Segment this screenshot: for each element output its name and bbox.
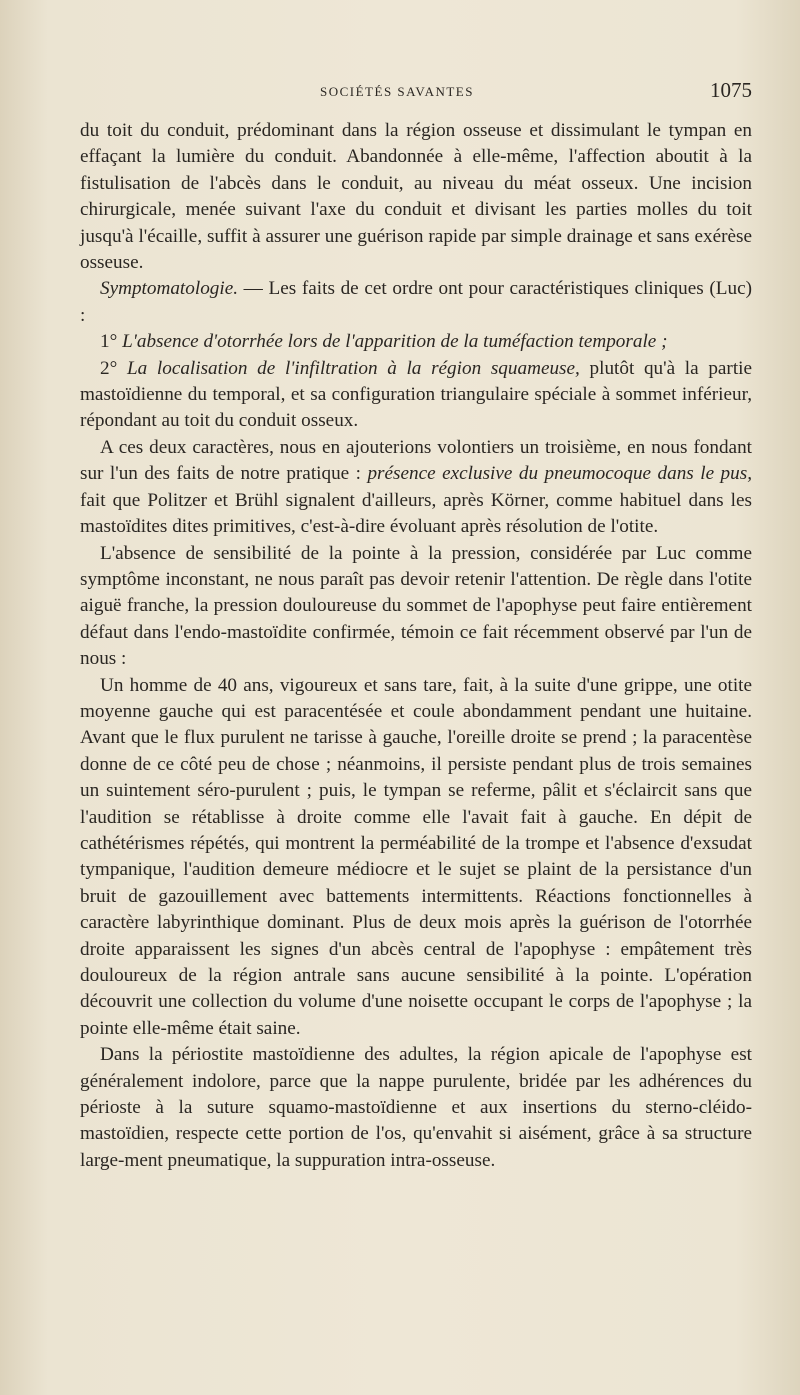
page-number: 1075: [710, 78, 752, 102]
list-marker: 1°: [100, 331, 123, 353]
paragraph-1: du toit du conduit, prédominant dans la région osseuse et dissimulant le tympan en effaçant la lumière du conduit. Abandonnée à elle-même, l'affection aboutit à la fistulisation de l'abcès dans le conduit, au niveau du méat osseux. Une incision chirurgicale, menée suivant l'axe du conduit et divisant les parties molles du toit jusqu'à l'écaille, suffit à assurer une guérison rapide par simple drainage et sans exérèse osseuse.: [80, 120, 752, 274]
paragraph-observation: Un homme de 40 ans, vigoureux et sans tare, fait, à la suite d'une grippe, une otite moyenne gauche qui est paracentésée et coule abondamment pendant une huitaine. Avant que le flux purulent ne tarisse à gauche, l'oreille droite se prend ; la paracentèse donne de ce côté peu de chose ; néanmoins, il persiste pendant plus de trois semaines un suintement séro-purulent ; puis, le tympan se referme, pâlit et s'éclaircit sans que l'audition se rétablisse à droite comme elle l'avait fait à gauche. En dépit de cathétérismes répétés, qui montrent la perméabilité de la trompe et l'absence d'exsudat tympanique, l'audition demeure médiocre et le sujet se plaint de la persistance d'un bruit de gazouillement avec battements intermittents. Réactions fonctionnelles à caractère labyrinthique dominant. Plus de deux mois après la guérison de l'otorrhée droite apparaissent les signes d'un abcès central de l'apophyse : empâtement très douloureux de la région antrale sans aucune sensibilité à la pointe. L'opération découvrit une collection du volume d'une noisette occupant le corps de l'apophyse ; la pointe elle-même était saine.: [80, 674, 752, 1039]
paragraph-symptomatologie: [80, 276, 752, 329]
paragraph-text: — Les faits de cet ordre ont pour caractéristiques cliniques (Luc) :: [80, 278, 752, 326]
paragraph-sensibilite: L'absence de sensibilité de la pointe à la pression, considérée par Luc comme symptôme inconstant, ne nous paraît pas devoir retenir l'attention. De règle dans l'otite aiguë franche, la pression douloureuse du sommet de l'apophyse peut faire entièrement défaut dans l'endo-mastoïdite confirmée, témoin ce fait récemment observé par l'un de nous :: [80, 542, 752, 670]
list-item-text: plutôt qu'à la partie mastoïdienne du temporal, et sa configuration triangulaire spéciale à sommet inférieur, répondant au toit du conduit osseux.: [80, 357, 752, 432]
page: [80, 78, 752, 1174]
list-item-2: [80, 356, 752, 435]
list-item-1: [80, 329, 752, 355]
body-text: [80, 118, 752, 1174]
list-item-emphasis: La localisation de l'infiltration à la région squameuse,: [126, 357, 580, 379]
paragraph-periostite: Dans la périostite mastoïdienne des adultes, la région apicale de l'apophyse est généralement indolore, parce que la nappe purulente, bridée par les adhérences du périoste à la suture squamo-mastoïdienne et aux insertions du sterno-cléido-mastoïdien, respecte cette portion de l'os, qu'envahit si aisément, grâce à sa structure large-ment pneumatique, la suppuration intra-osseuse.: [80, 1044, 752, 1171]
running-title: SOCIÉTÉS SAVANTES: [320, 84, 474, 99]
page-header: [80, 78, 752, 118]
paragraph-text: A ces deux caractères, nous en ajouterions volontiers un troisième, en nous fondant sur l'un des faits de notre pratique :: [80, 436, 752, 485]
list-item-text: L'absence d'otorrhée lors de l'apparition de la tuméfaction temporale ;: [122, 331, 668, 353]
section-heading-symptomatologie: Symptomatologie.: [100, 278, 239, 300]
paragraph-text: fait que Politzer et Brühl signalent d'ailleurs, après Körner, comme habituel dans les mastoïdites dites primitives, c'est-à-dire évoluant après résolution de l'otite.: [80, 489, 752, 538]
paragraph-troisieme-caractere: [80, 435, 752, 541]
paragraph-emphasis: présence exclusive du pneumocoque dans le pus,: [367, 463, 752, 485]
list-marker: 2°: [100, 357, 127, 379]
